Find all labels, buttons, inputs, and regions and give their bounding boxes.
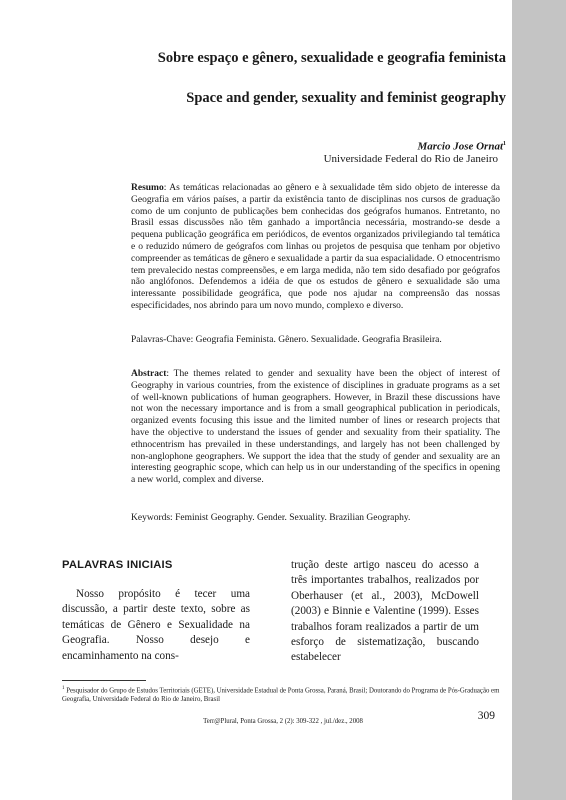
title-portuguese: Sobre espaço e gênero, sexualidade e geografia feminista: [157, 50, 506, 66]
author-name-text: Marcio Jose Ornat: [417, 140, 503, 153]
author-footnote-marker: 1: [503, 141, 506, 147]
body-column-left: [62, 558, 250, 664]
page-number: 309: [477, 710, 495, 722]
side-margin-bar: [512, 0, 566, 800]
resumo-text: : As temáticas relacionadas ao gênero e à sexualidade têm sido objeto de interesse da Geografia em vários países, a partir da existência tanto de disciplinas nos cursos de graduação como de um conjunto de publicações bem conhecidas dos geógrafos humanos. Entretanto, no Brasil essas discussões não têm ganhado a importância necessária, mostrando-se desde a pequena publicação geográfica em periódicos, de eventos organizados privilegiando tal temática e o reduzido número de geógrafos com linhas ou projetos de pesquisa que tenham por objetivo compreender as temáticas de gênero e sexualidade a partir da sua espacialidade. O etnocentrismo tem prevalecido nestas compreensões, e em larga medida, não tem sido desafiado por geógrafos não anglófonos. Defendemos a idéia de que os estudos de gênero e sexualidade são uma interessante possibilidade geográfica, que pode nos ajudar na compreensão das nossas especificidades, nos abrindo para um novo mundo, complexo e diverso.: [131, 183, 500, 311]
abstract-label: Abstract: [131, 369, 167, 379]
footnote: [62, 684, 502, 704]
footnote-marker: 1: [62, 686, 65, 691]
keywords: Keywords: Feminist Geography. Gender. Sexuality. Brazilian Geography.: [131, 513, 411, 523]
abstract-text: : The themes related to gender and sexuality have been the object of interest of Geography in various countries, from the existence of disciplines in graduate programs as a set of well-known publications of human geographers. However, in Brazil these discussions have not won the necessary importance and is from a small geographical publication in periodicals, organized events focusing this issue and the limited number of lines or research projects that have the objective to understand the issues of gender and sexuality from their spatiality. The ethnocentrism has prevailed in these understandings, and largely has not been challenged by non-anglophone geographers. We support the idea that the study of gender and sexuality are an interesting geographic scope, which can help us in our understanding of the specifics in opening a new world, complex and diverse.: [131, 369, 500, 486]
resumo-paragraph: [131, 183, 500, 313]
resumo-label: Resumo: [131, 183, 164, 193]
footnote-rule: [62, 680, 146, 681]
author-affiliation: Universidade Federal do Rio de Janeiro: [323, 153, 498, 165]
body-column-right: [291, 558, 479, 666]
abstract-paragraph: [131, 369, 500, 487]
title-english: Space and gender, sexuality and feminist geography: [186, 90, 506, 106]
body-paragraph-right: trução deste artigo nasceu do acesso a três importantes trabalhos, realizados por Oberhauser (et al., 2003), McDowell (2003) e Binnie e Valentine (1999). Esses trabalhos foram realizados a partir de um esforço de sistematização, buscando estabelecer: [291, 559, 479, 664]
footnote-text: Pesquisador do Grupo de Estudos Territoriais (GETE), Universidade Estadual de Ponta Grossa, Paraná, Brasil; Doutorando do Programa de Pós-Graduação em Geografia, Universidade Federal do Rio de Janeiro, Brasil: [62, 687, 500, 704]
body-paragraph-left: Nosso propósito é tecer uma discussão, a partir deste texto, sobre as temáticas de Gênero e Sexualidade na Geografia. Nosso desejo e encaminhamento na cons-: [62, 588, 250, 662]
section-heading: PALAVRAS INICIAIS: [62, 559, 173, 571]
palavras-chave: Palavras-Chave: Geografia Feminista. Gênero. Sexualidade. Geografia Brasileira.: [131, 335, 442, 345]
running-footer: Terr@Plural, Ponta Grossa, 2 (2): 309-322 , jul./dez., 2008: [203, 718, 363, 725]
